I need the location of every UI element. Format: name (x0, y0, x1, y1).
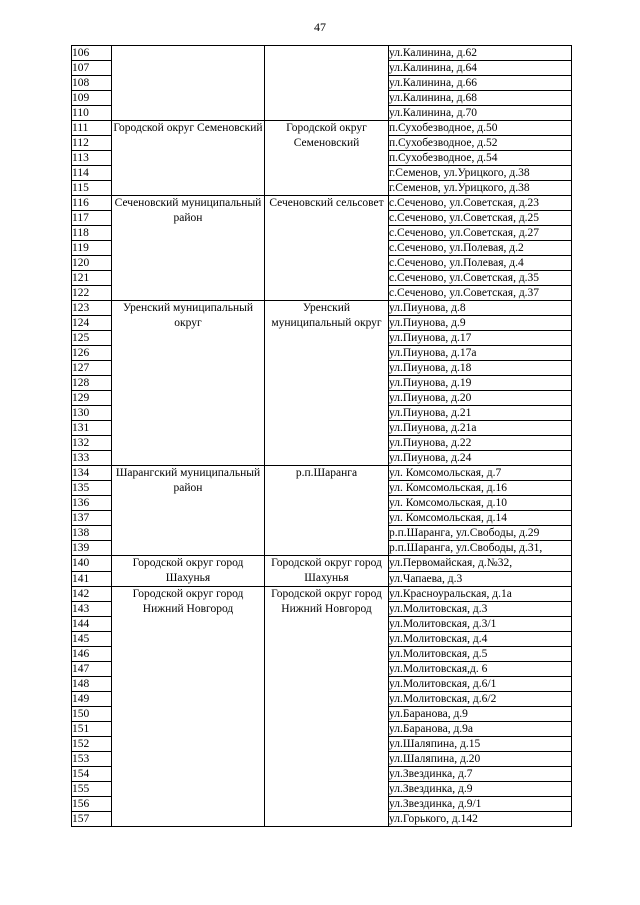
address-cell: ул.Молитовская, д.3 (389, 602, 572, 617)
table-row (72, 301, 572, 316)
address-cell: ул. Комсомольская, д.14 (389, 511, 572, 526)
row-number-cell: 155 (72, 782, 112, 797)
address-cell: с.Сеченово, ул.Советская, д.23 (389, 196, 572, 211)
address-cell: ул.Молитовская, д.4 (389, 632, 572, 647)
address-cell: ул.Калинина, д.68 (389, 91, 572, 106)
row-number-cell: 150 (72, 707, 112, 722)
row-number-cell: 130 (72, 406, 112, 421)
settlement-cell (265, 46, 389, 121)
address-cell: ул.Чапаева, д.3 (389, 571, 572, 587)
row-number-cell: 149 (72, 692, 112, 707)
row-number-cell: 151 (72, 722, 112, 737)
row-number-cell: 116 (72, 196, 112, 211)
row-number-cell: 123 (72, 301, 112, 316)
settlement-cell: Сеченовский сельсовет (265, 196, 389, 301)
address-cell: ул.Калинина, д.64 (389, 61, 572, 76)
table-row (72, 466, 572, 481)
address-cell: ул.Калинина, д.66 (389, 76, 572, 91)
row-number-cell: 141 (72, 571, 112, 587)
page-number: 47 (314, 20, 326, 34)
row-number-cell: 113 (72, 151, 112, 166)
settlement-cell: Уренский муниципальный округ (265, 301, 389, 466)
address-cell: ул.Калинина, д.62 (389, 46, 572, 61)
address-cell: ул.Пиунова, д.24 (389, 451, 572, 466)
address-cell: ул.Пиунова, д.19 (389, 376, 572, 391)
row-number-cell: 112 (72, 136, 112, 151)
row-number-cell: 144 (72, 617, 112, 632)
row-number-cell: 145 (72, 632, 112, 647)
address-cell: ул.Баранова, д.9 (389, 707, 572, 722)
district-cell: Сеченовский муниципальный район (112, 196, 265, 301)
address-cell: ул.Пиунова, д.8 (389, 301, 572, 316)
row-number-cell: 126 (72, 346, 112, 361)
address-cell: ул.Пиунова, д.22 (389, 436, 572, 451)
row-number-cell: 140 (72, 556, 112, 572)
row-number-cell: 131 (72, 421, 112, 436)
row-number-cell: 124 (72, 316, 112, 331)
address-cell: ул.Молитовская, д.6/1 (389, 677, 572, 692)
address-cell: ул.Горького, д.142 (389, 812, 572, 827)
address-cell: ул. Комсомольская, д.16 (389, 481, 572, 496)
district-cell: Городской округ Семеновский (112, 121, 265, 196)
address-cell: с.Сеченово, ул.Советская, д.35 (389, 271, 572, 286)
row-number-cell: 133 (72, 451, 112, 466)
address-cell: ул.Первомайская, д.№32, (389, 556, 572, 572)
row-number-cell: 137 (72, 511, 112, 526)
address-cell: с.Сеченово, ул.Советская, д.37 (389, 286, 572, 301)
row-number-cell: 114 (72, 166, 112, 181)
row-number-cell: 138 (72, 526, 112, 541)
row-number-cell: 146 (72, 647, 112, 662)
row-number-cell: 154 (72, 767, 112, 782)
row-number-cell: 118 (72, 226, 112, 241)
district-cell: Шарангский муниципальный район (112, 466, 265, 556)
row-number-cell: 139 (72, 541, 112, 556)
address-cell: с.Сеченово, ул.Полевая, д.4 (389, 256, 572, 271)
row-number-cell: 125 (72, 331, 112, 346)
settlement-cell: Городской округ Семеновский (265, 121, 389, 196)
row-number-cell: 156 (72, 797, 112, 812)
address-cell: ул.Пиунова, д.9 (389, 316, 572, 331)
address-cell: ул. Комсомольская, д.7 (389, 466, 572, 481)
row-number-cell: 127 (72, 361, 112, 376)
row-number-cell: 153 (72, 752, 112, 767)
table-row (72, 587, 572, 602)
row-number-cell: 147 (72, 662, 112, 677)
address-cell: ул.Звездинка, д.7 (389, 767, 572, 782)
address-cell: ул.Пиунова, д.18 (389, 361, 572, 376)
address-cell: ул.Пиунова, д.17а (389, 346, 572, 361)
address-cell: с.Сеченово, ул.Полевая, д.2 (389, 241, 572, 256)
row-number-cell: 157 (72, 812, 112, 827)
row-number-cell: 129 (72, 391, 112, 406)
settlement-cell: Городской округ город Шахунья (265, 556, 389, 587)
address-cell: ул.Пиунова, д.17 (389, 331, 572, 346)
row-number-cell: 148 (72, 677, 112, 692)
district-cell: Уренский муниципальный округ (112, 301, 265, 466)
address-cell: с.Сеченово, ул.Советская, д.27 (389, 226, 572, 241)
row-number-cell: 106 (72, 46, 112, 61)
address-cell: р.п.Шаранга, ул.Свободы, д.31, (389, 541, 572, 556)
row-number-cell: 142 (72, 587, 112, 602)
address-cell: ул.Шаляпина, д.15 (389, 737, 572, 752)
table-row (72, 196, 572, 211)
address-cell: ул.Баранова, д.9а (389, 722, 572, 737)
row-number-cell: 108 (72, 76, 112, 91)
row-number-cell: 136 (72, 496, 112, 511)
row-number-cell: 110 (72, 106, 112, 121)
settlement-cell: р.п.Шаранга (265, 466, 389, 556)
address-cell: ул.Пиунова, д.20 (389, 391, 572, 406)
address-cell: р.п.Шаранга, ул.Свободы, д.29 (389, 526, 572, 541)
settlement-cell: Городской округ город Нижний Новгород (265, 587, 389, 827)
address-cell: ул.Молитовская, д.5 (389, 647, 572, 662)
address-cell: ул.Пиунова, д.21 (389, 406, 572, 421)
district-cell: Городской округ город Шахунья (112, 556, 265, 587)
address-cell: п.Сухобезводное, д.52 (389, 136, 572, 151)
table-row (72, 46, 572, 61)
row-number-cell: 109 (72, 91, 112, 106)
row-number-cell: 120 (72, 256, 112, 271)
row-number-cell: 132 (72, 436, 112, 451)
district-cell: Городской округ город Нижний Новгород (112, 587, 265, 827)
address-cell: ул.Звездинка, д.9/1 (389, 797, 572, 812)
address-cell: ул.Молитовская, д.6/2 (389, 692, 572, 707)
row-number-cell: 107 (72, 61, 112, 76)
address-cell: ул.Красноуральская, д.1а (389, 587, 572, 602)
address-cell: ул.Звездинка, д.9 (389, 782, 572, 797)
row-number-cell: 128 (72, 376, 112, 391)
row-number-cell: 111 (72, 121, 112, 136)
row-number-cell: 121 (72, 271, 112, 286)
address-table (71, 45, 572, 827)
address-table-body (72, 46, 572, 827)
address-cell: ул.Пиунова, д.21а (389, 421, 572, 436)
address-cell: ул.Молитовская,д. 6 (389, 662, 572, 677)
table-row (72, 121, 572, 136)
address-cell: п.Сухобезводное, д.50 (389, 121, 572, 136)
address-cell: г.Семенов, ул.Урицкого, д.38 (389, 181, 572, 196)
row-number-cell: 115 (72, 181, 112, 196)
address-cell: ул. Комсомольская, д.10 (389, 496, 572, 511)
table-row (72, 556, 572, 572)
address-cell: ул.Шаляпина, д.20 (389, 752, 572, 767)
row-number-cell: 117 (72, 211, 112, 226)
row-number-cell: 119 (72, 241, 112, 256)
row-number-cell: 152 (72, 737, 112, 752)
row-number-cell: 143 (72, 602, 112, 617)
address-cell: г.Семенов, ул.Урицкого, д.38 (389, 166, 572, 181)
address-cell: с.Сеченово, ул.Советская, д.25 (389, 211, 572, 226)
address-cell: п.Сухобезводное, д.54 (389, 151, 572, 166)
address-cell: ул.Молитовская, д.3/1 (389, 617, 572, 632)
row-number-cell: 134 (72, 466, 112, 481)
address-cell: ул.Калинина, д.70 (389, 106, 572, 121)
row-number-cell: 135 (72, 481, 112, 496)
district-cell (112, 46, 265, 121)
row-number-cell: 122 (72, 286, 112, 301)
